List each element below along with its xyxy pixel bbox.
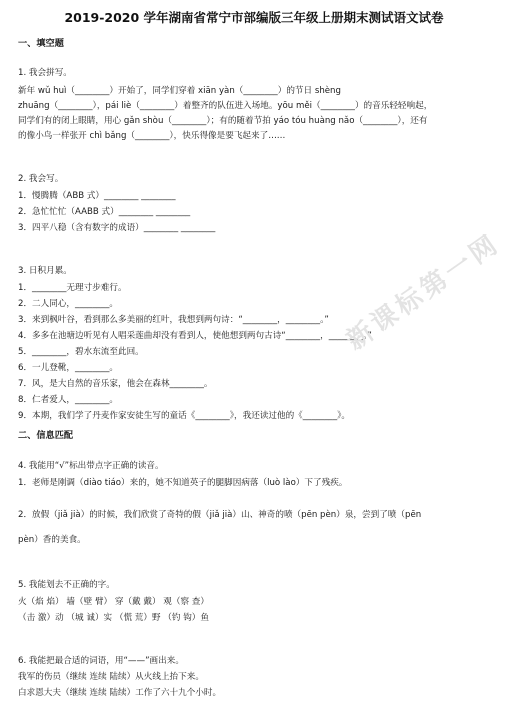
q1-heading: 1. 我会拼写。 (18, 68, 72, 78)
q3-line-7: 7．风，是大自然的音乐家，他会在森林________。 (18, 379, 213, 389)
q2-line-3: 3．四平八稳（含有数字的成语）________ ________ (18, 223, 216, 233)
q4-line-3: pèn）香的美食。 (18, 535, 86, 545)
q3-line-2: 2．二人同心，________。 (18, 299, 118, 309)
section-heading-fill-blanks: 一、填空题 (18, 38, 64, 49)
q5-heading: 5. 我能划去不正确的字。 (18, 580, 115, 590)
q3-line-1: 1．________无理寸步难行。 (18, 283, 127, 293)
q3-line-8: 8．仁者爱人，________。 (18, 395, 118, 405)
q5-line-2: （击 激）动 （城 诚）实 （慌 荒）野 （钓 钩）鱼 (18, 613, 209, 623)
q1-line-2: zhuāng（________），pái liè（________）着整齐的队伍进入场地。yōu měi（________）的音乐轻轻响起， (18, 101, 433, 111)
q2-line-2: 2．急忙忙忙（AABB 式）________ ________ (18, 207, 191, 217)
q3-line-9: 9．本期，我们学了丹麦作家安徒生写的童话《________》，我还读过他的《________》。 (18, 411, 351, 421)
q4-line-2: 2．放假（jiǎ jià）的时候，我们欣赏了奇特的假（jiǎ jià）山、神奇的喷（pēn pèn）泉，尝到了喷（pēn (18, 510, 422, 520)
q6-heading: 6. 我能把最合适的词语，用“——”画出来。 (18, 656, 184, 666)
q3-line-4: 4．多多在池塘边听见有人唱采莲曲却没有看到人，使他想到两句古诗“________，________。” (18, 331, 372, 341)
watermark: 新课标第一网 (341, 228, 506, 357)
q2-line-1: 1．慢腾腾（ABB 式）________ ________ (18, 191, 176, 201)
q3-line-3: 3．来到枫叶谷，看到那么多美丽的红叶，我想到两句诗：“________，________。” (18, 315, 329, 325)
section-heading-matching: 二、信息匹配 (18, 430, 74, 441)
q1-line-3: 同学们有的闭上眼睛，用心 gǎn shòu（________）；有的随着节拍 yáo tóu huàng nǎo（________），还有 (18, 116, 428, 126)
q2-heading: 2. 我会写。 (18, 174, 64, 184)
q6-line-1: 我军的伤员（继续 连续 陆续）从火线上抬下来。 (18, 672, 204, 682)
q4-line-1: 1．老师是刚调（diào tiáo）来的，她不知道英子的腿脚因病落（luò lào）下了残疾。 (18, 478, 348, 488)
q3-line-5: 5．________，碧水东流至此回。 (18, 347, 144, 357)
q3-heading: 3. 日积月累。 (18, 266, 72, 276)
q1-line-4: 的像小鸟一样张开 chì bǎng（________），快乐得像是要飞起来了…… (18, 131, 286, 141)
q1-line-1: 新年 wǔ huì（________）开始了，同学们穿着 xiān yàn（________）的节日 shèng (18, 86, 341, 96)
q4-heading: 4. 我能用“√”标出带点字正确的读音。 (18, 461, 164, 471)
page-title: 2019-2020 学年湖南省常宁市部编版三年级上册期末测试语文试卷 (64, 10, 444, 25)
q6-line-2: 白求恩大夫（继续 连续 陆续）工作了六十九个小时。 (18, 688, 222, 698)
q5-line-1: 火（焰 焰） 墙（壁 臂） 穿（戴 戴） 观（察 查） (18, 597, 209, 607)
q3-line-6: 6．一儿登靴，________。 (18, 363, 118, 373)
